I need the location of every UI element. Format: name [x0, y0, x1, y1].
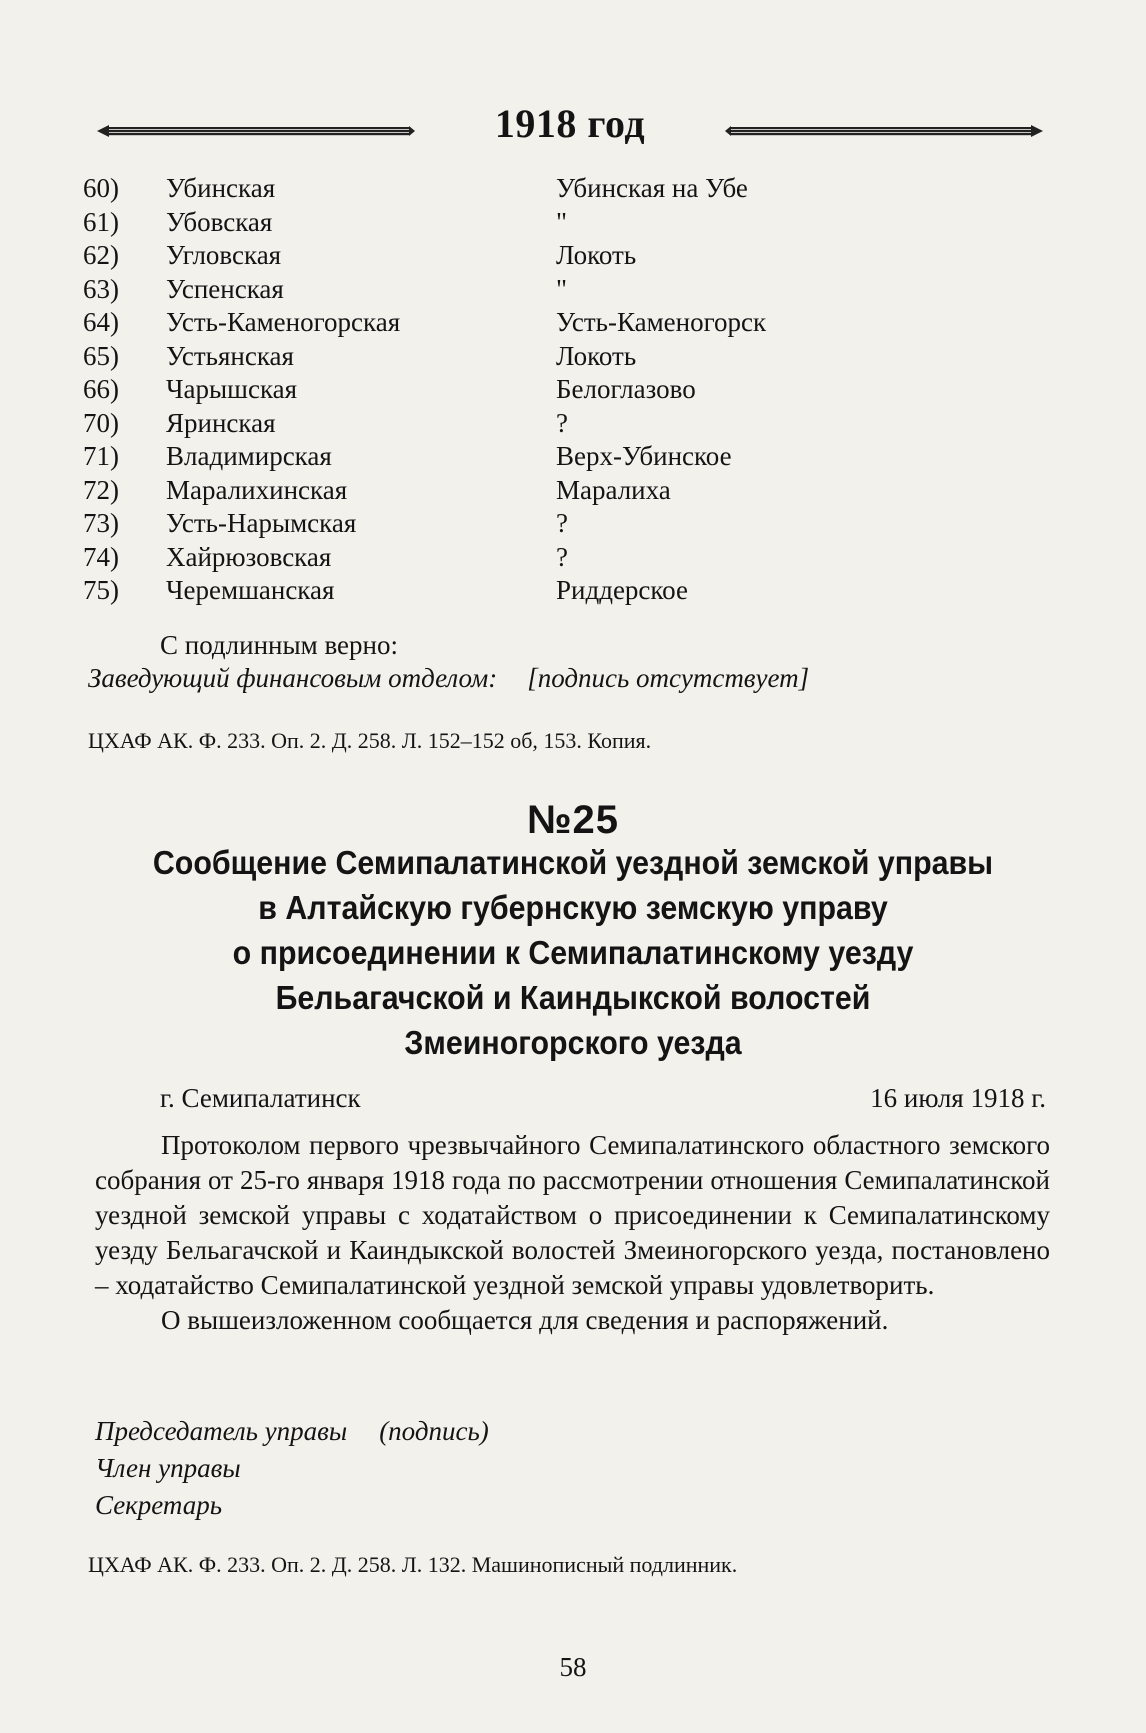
right-ornament-rule [725, 122, 1045, 140]
item-number: 65) [83, 340, 119, 371]
volost-list [83, 172, 983, 608]
list-item [83, 574, 983, 608]
volost-name: Усть-Нарымская [166, 508, 357, 538]
volost-name: Яринская [166, 407, 276, 438]
volost-center: Локоть [556, 340, 637, 371]
attestation-position: Заведующий финансовым отделом: [88, 663, 498, 693]
list-item [83, 306, 983, 340]
document-body [95, 1128, 1050, 1338]
volost-center: Усть-Каменогорск [556, 307, 767, 337]
item-number: 64) [83, 307, 119, 337]
item-number: 66) [83, 374, 119, 404]
list-item [83, 541, 983, 575]
document-title [100, 840, 1046, 1065]
list-item [83, 474, 983, 508]
item-number: 62) [83, 240, 119, 270]
item-number: 60) [83, 173, 119, 203]
item-number: 75) [83, 575, 119, 605]
signature-row [95, 1450, 489, 1487]
signature-block [95, 1413, 489, 1524]
volost-name: Хайрюзовская [166, 541, 332, 572]
item-number: 70) [83, 407, 119, 438]
volost-name: Успенская [166, 273, 284, 304]
volost-center: ? [556, 541, 568, 572]
item-number: 63) [83, 273, 119, 304]
title-line: Змеиногорского уезда [404, 1024, 742, 1061]
signature-row [95, 1487, 489, 1524]
volost-center: " [556, 206, 568, 237]
volost-center: ? [556, 508, 568, 538]
item-number: 74) [83, 541, 119, 572]
title-line: в Алтайскую губернскую земскую управу [258, 889, 888, 926]
document-number: №25 [526, 798, 620, 842]
item-number: 73) [83, 508, 119, 538]
volost-name: Черемшанская [166, 575, 335, 605]
title-line: о присоединении к Семипалатинскому уезду [232, 934, 914, 971]
volost-name: Убовская [166, 206, 273, 237]
volost-name: Угловская [166, 240, 282, 270]
volost-name: Убинская [166, 173, 276, 203]
document-place: г. Семипалатинск [160, 1083, 361, 1113]
title-line: Сообщение Семипалатинской уездной земской управы [152, 844, 994, 881]
volost-center: Убинская на Убе [556, 173, 748, 203]
signature-row [95, 1413, 489, 1450]
body-paragraph: О вышеизложенном сообщается для сведения и распоряжений. [161, 1305, 889, 1335]
signature-role: Секретарь [95, 1490, 223, 1520]
attestation-signature-note: [подпись отсутствует] [527, 663, 810, 693]
item-number: 61) [83, 206, 119, 237]
volost-center: Белоглазово [556, 374, 696, 404]
volost-center: " [556, 273, 568, 304]
volost-name: Чарышская [166, 374, 298, 404]
attestation-signature [88, 663, 809, 694]
volost-name: Устьянская [166, 340, 294, 371]
title-line: Бельагачской и Каиндыкской волостей [275, 979, 871, 1016]
list-item [83, 273, 983, 307]
body-paragraph: Протоколом первого чрезвычайного Семипалатинского областного земского собрания от 25-го января 1918 года по рассмотрении отношения Семипалатинской уездной земской управы с ходатайством о присоединении к Семипалатинскому уезду Бельагачской и Каиндыкской волостей Змеиногорского уезда, постановлено – ходатайство Семипалатинской уездной земской управы удовлетворить. [95, 1130, 1050, 1300]
volost-name: Маралихинская [166, 474, 348, 505]
page-header [95, 100, 1045, 160]
volost-name: Усть-Каменогорская [166, 307, 401, 337]
volost-center: Локоть [556, 240, 637, 270]
list-item [83, 440, 983, 474]
volost-center: ? [556, 407, 568, 438]
list-item [83, 507, 983, 541]
list-item [83, 172, 983, 206]
item-number: 72) [83, 474, 119, 505]
signature-mark: (подпись) [379, 1416, 489, 1446]
page-number: 58 [559, 1652, 587, 1682]
list-item [83, 340, 983, 374]
volost-center: Маралиха [556, 474, 671, 505]
volost-center: Верх-Убинское [556, 441, 732, 471]
signature-role: Член управы [95, 1453, 241, 1483]
list-item [83, 239, 983, 273]
list-item [83, 373, 983, 407]
list-item [83, 407, 983, 441]
signature-role: Председатель управы [95, 1416, 348, 1446]
volost-center: Риддерское [556, 575, 688, 605]
list-item [83, 206, 983, 240]
running-head: 1918 год [494, 101, 646, 146]
archive-reference: ЦХАФ АК. Ф. 233. Оп. 2. Д. 258. Л. 132. Машинописный подлинник. [88, 1552, 738, 1577]
attestation-line: С подлинным верно: [160, 630, 398, 660]
archive-reference: ЦХАФ АК. Ф. 233. Оп. 2. Д. 258. Л. 152–152 об, 153. Копия. [88, 728, 652, 753]
document-date: 16 июля 1918 г. [870, 1083, 1046, 1113]
item-number: 71) [83, 441, 119, 471]
volost-name: Владимирская [166, 441, 332, 471]
